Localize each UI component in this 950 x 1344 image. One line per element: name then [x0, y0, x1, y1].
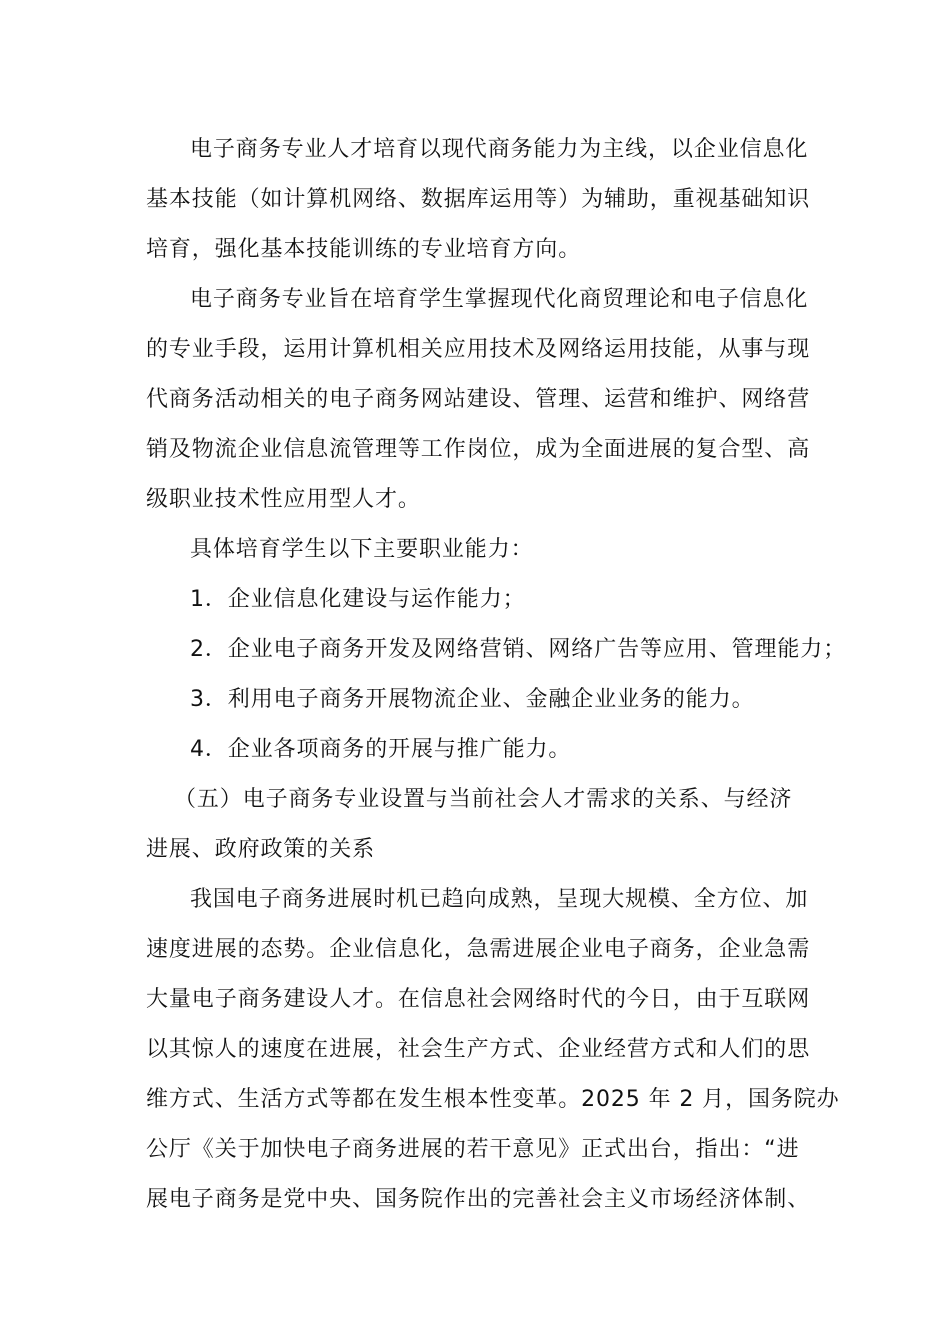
paragraph-2-line-4: 销及物流企业信息流管理等工作岗位，成为全面进展的复合型、高 [146, 437, 811, 462]
paragraph-1-line-1: 电子商务专业人才培育以现代商务能力为主线，以企业信息化 [190, 137, 809, 162]
paragraph-1-line-2: 基本技能（如计算机网络、数据库运用等）为辅助，重视基础知识 [146, 187, 811, 212]
list-item-3: 3．利用电子商务开展物流企业、金融企业业务的能力。 [190, 687, 755, 712]
section-heading-line-2: 进展、政府政策的关系 [146, 837, 376, 862]
paragraph-2-line-2: 的专业手段，运用计算机相关应用技术及网络运用技能，从事与现 [146, 337, 811, 362]
paragraph-3-line-1: 具体培育学生以下主要职业能力： [190, 537, 534, 562]
paragraph-4-line-7: 展电子商务是党中央、国务院作出的完善社会主义市场经济体制、 [146, 1187, 811, 1212]
list-item-4: 4．企业各项商务的开展与推广能力。 [190, 737, 572, 762]
paragraph-1-line-3: 培育，强化基本技能训练的专业培育方向。 [146, 237, 582, 262]
paragraph-4-line-2: 速度进展的态势。企业信息化，急需进展企业电子商务，企业急需 [146, 937, 811, 962]
paragraph-4-line-1: 我国电子商务进展时机已趋向成熟，呈现大规模、全方位、加 [190, 887, 809, 912]
paragraph-2-line-3: 代商务活动相关的电子商务网站建设、管理、运营和维护、网络营 [146, 387, 811, 412]
paragraph-4-line-3: 大量电子商务建设人才。在信息社会网络时代的今日，由于互联网 [146, 987, 811, 1012]
paragraph-2-line-5: 级职业技术性应用型人才。 [146, 487, 421, 512]
paragraph-4-line-4: 以其惊人的速度在进展，社会生产方式、企业经营方式和人们的思 [146, 1037, 811, 1062]
list-item-2: 2．企业电子商务开发及网络营销、网络广告等应用、管理能力； [190, 637, 847, 662]
section-heading-line-1: （五）电子商务专业设置与当前社会人才需求的关系、与经济 [174, 787, 793, 812]
list-item-1: 1．企业信息化建设与运作能力； [190, 587, 526, 612]
paragraph-4-line-6: 公厅《关于加快电子商务进展的若干意见》正式出台，指出：“进 [146, 1137, 800, 1162]
paragraph-2-line-1: 电子商务专业旨在培育学生掌握现代化商贸理论和电子信息化 [190, 287, 809, 312]
paragraph-4-line-5: 维方式、生活方式等都在发生根本性变革。2025 年 2 月，国务院办 [146, 1087, 840, 1112]
